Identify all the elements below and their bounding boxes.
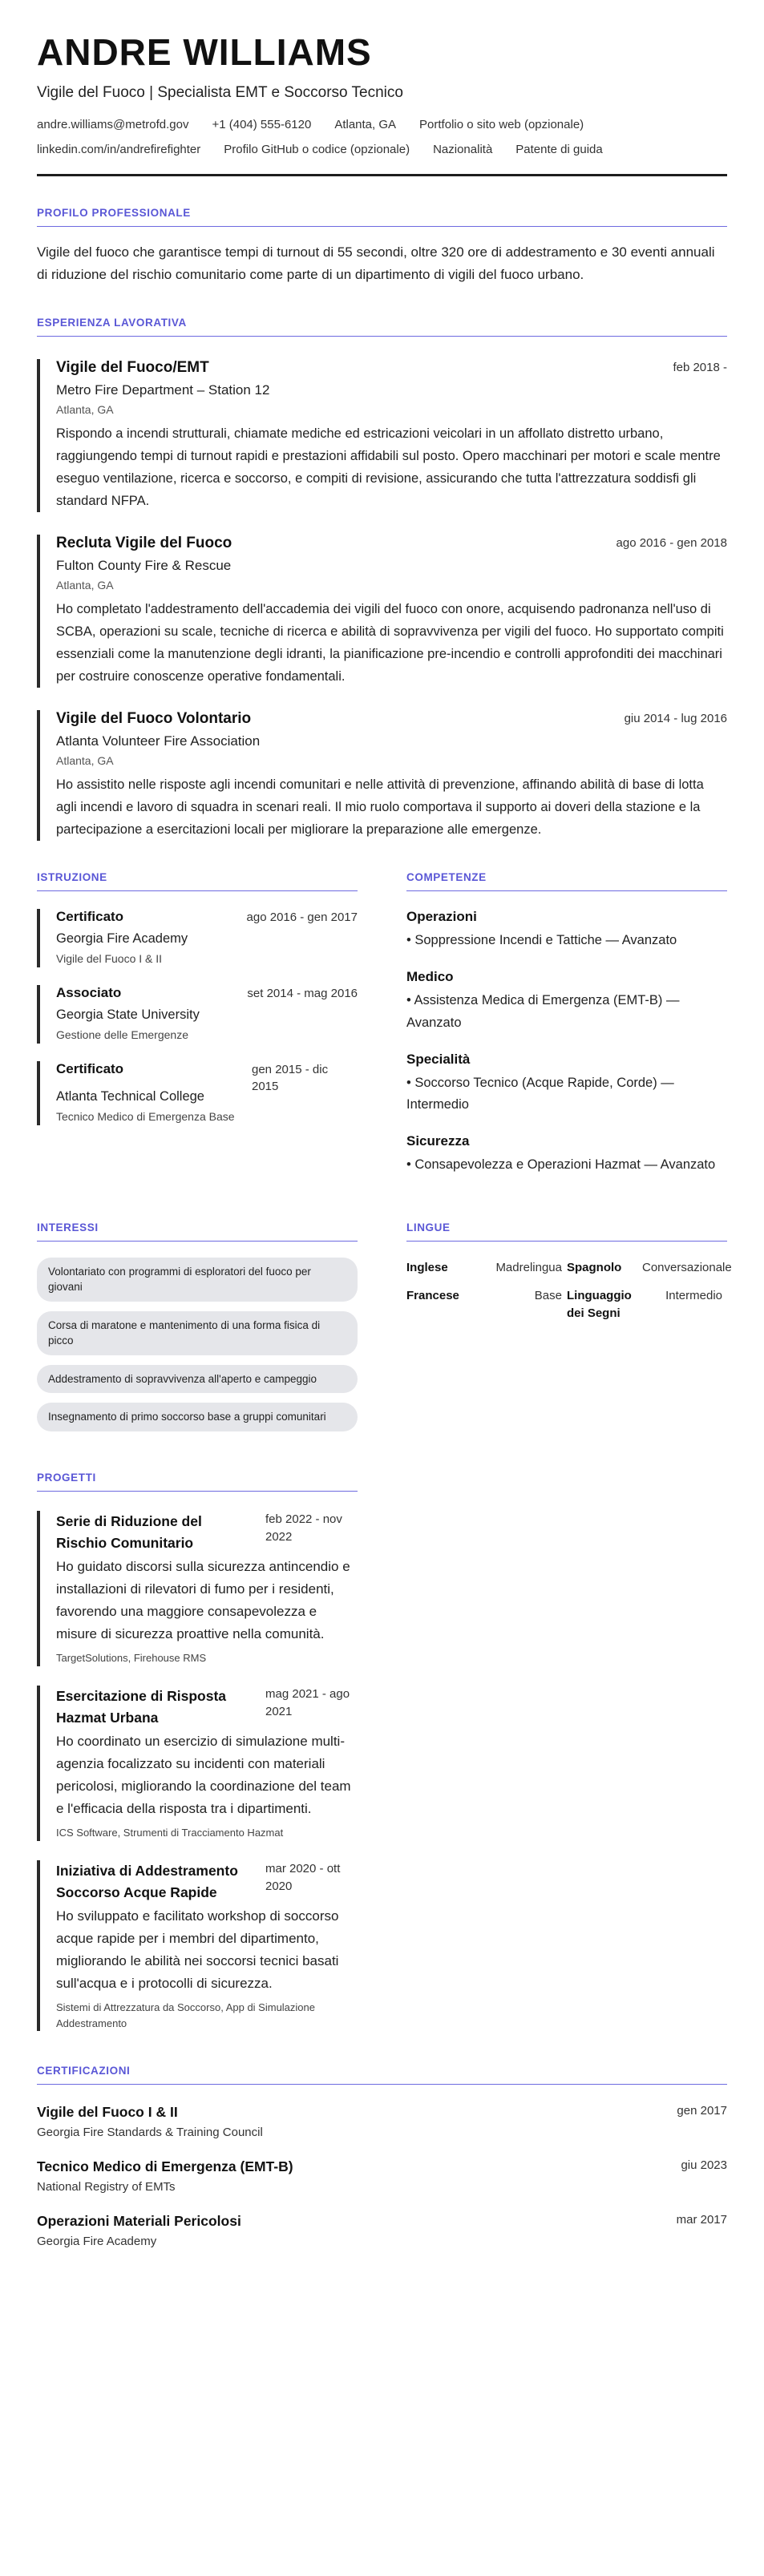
education-school: Georgia Fire Academy (56, 931, 188, 946)
contact-portfolio[interactable]: Portfolio o sito web (opzionale) (419, 117, 584, 131)
project-tools: TargetSolutions, Firehouse RMS (56, 1652, 207, 1665)
project-item (37, 1511, 358, 1666)
contact-list (37, 118, 727, 156)
projects-column (37, 1472, 358, 2031)
languages-column (406, 1191, 732, 1441)
language-name: Inglese (406, 1260, 448, 1274)
language-name: Francese (406, 1289, 459, 1303)
experience-org: Atlanta Volunteer Fire Association (56, 733, 261, 749)
experience-role: Recluta Vigile del Fuoco (56, 534, 232, 551)
experience-location: Atlanta, GA (56, 578, 114, 592)
education-degree: Certificato (56, 909, 124, 925)
project-item (37, 1860, 358, 2031)
skill-category: Medico (406, 969, 454, 985)
experience-description: Ho completato l'addestramento dell'accademia dei vigili del fuoco con onore, acquisendo padronanza nell'uso di SCBA, operazioni su scale, tecniche di ricerca e abilità di sopravvivenza per vigili del fuoco. Ho supportato compiti essenziali come la manutenzione degli idranti, la pianificazione pre-incendio e controlli approfonditi dei macchinari per costruire conoscenze operative fondamentali. (56, 601, 724, 684)
certification-name: Tecnico Medico di Emergenza (EMT-B) (37, 2158, 293, 2175)
skill-item: • Consapevolezza e Operazioni Hazmat — Avanzato (406, 1157, 716, 1173)
education-date: set 2014 - mag 2016 (247, 986, 358, 1000)
project-name: Iniziativa di Addestramento Soccorso Acque Rapide (56, 1862, 238, 1900)
interest-pill: Addestramento di sopravvivenza all'aperto e campeggio (37, 1365, 358, 1394)
experience-item (37, 710, 727, 841)
certification-date: mar 2017 (676, 2213, 727, 2227)
certification-issuer: Georgia Fire Standards & Training Council (37, 2126, 263, 2140)
language-grid (406, 1259, 732, 1322)
contact-location: Atlanta, GA (334, 117, 397, 131)
skill-item: • Soppressione Incendi e Tattiche — Avanzato (406, 933, 677, 948)
certification-name: Operazioni Materiali Pericolosi (37, 2213, 241, 2230)
certification-name: Vigile del Fuoco I & II (37, 2104, 178, 2121)
education-date: ago 2016 - gen 2017 (246, 910, 358, 925)
experience-item (37, 535, 727, 688)
headline: Vigile del Fuoco | Specialista EMT e Soccorso Tecnico (37, 83, 403, 101)
contact-nationality: Nazionalità (433, 142, 493, 156)
interest-pill: Insegnamento di primo soccorso base a gruppi comunitari (37, 1403, 358, 1431)
education-item (37, 985, 358, 1044)
language-level: Madrelingua (495, 1260, 562, 1274)
project-item (37, 1686, 358, 1841)
summary-text: Vigile del fuoco che garantisce tempi di turnout di 55 secondi, oltre 320 ore di addestramento e 30 eventi annuali di riduzione del rischio comunitario come parte di un dipartimento di vigili del fuoco urbano. (37, 244, 715, 282)
section-title-projects: PROGETTI (37, 1472, 358, 1492)
project-date: mar 2020 - ott 2020 (265, 1861, 341, 1894)
education-skills-row (37, 841, 727, 1176)
skill-category: Operazioni (406, 909, 477, 925)
skills-column (406, 841, 727, 1176)
contact-email[interactable]: andre.williams@metrofd.gov (37, 117, 189, 131)
certification-issuer: Georgia Fire Academy (37, 2235, 157, 2249)
resume-header (37, 32, 727, 176)
project-tools: Sistemi di Attrezzatura da Soccorso, App di Simulazione Addestramento (56, 2001, 315, 2029)
contact-github[interactable]: Profilo GitHub o codice (opzionale) (224, 142, 410, 156)
certification-item (37, 2104, 727, 2139)
project-name: Serie di Riduzione del Rischio Comunitario (56, 1512, 202, 1552)
language-level: Base (534, 1289, 562, 1303)
education-item (37, 909, 358, 967)
project-description: Ho coordinato un esercizio di simulazione multi-agenzia focalizzato su incidenti con materiali pericolosi, migliorando la coordinazione del team e l'efficacia della risposta tra i dipartimenti. (56, 1734, 351, 1817)
experience-date: feb 2018 - (673, 360, 727, 374)
skill-group (406, 1052, 727, 1116)
education-field: Vigile del Fuoco I & II (56, 951, 163, 965)
experience-org: Metro Fire Department – Station 12 (56, 382, 270, 398)
language-level: Conversazionale (642, 1260, 732, 1274)
skill-category: Sicurezza (406, 1133, 470, 1149)
language-level: Intermedio (665, 1289, 722, 1303)
certification-date: giu 2023 (681, 2158, 727, 2173)
language-name: Linguaggio dei Segni (567, 1289, 632, 1321)
project-date: mag 2021 - ago 2021 (265, 1686, 350, 1719)
section-title-languages: LINGUE (406, 1221, 727, 1242)
skill-group (406, 969, 727, 1033)
project-name: Esercitazione di Risposta Hazmat Urbana (56, 1687, 227, 1726)
education-field: Tecnico Medico di Emergenza Base (56, 1110, 235, 1124)
section-title-education: ISTRUZIONE (37, 871, 358, 891)
experience-date: ago 2016 - gen 2018 (616, 535, 727, 550)
education-item (37, 1061, 358, 1126)
experience-location: Atlanta, GA (56, 402, 114, 416)
certification-item (37, 2158, 727, 2194)
section-title-interests: INTERESSI (37, 1221, 358, 1242)
contact-linkedin[interactable]: linkedin.com/in/andrefirefighter (37, 142, 201, 156)
skill-item: • Assistenza Medica di Emergenza (EMT-B) — Avanzato (406, 993, 680, 1030)
experience-date: giu 2014 - lug 2016 (624, 712, 727, 726)
skill-group (406, 1133, 727, 1176)
section-title-experience: ESPERIENZA LAVORATIVA (37, 317, 727, 337)
contact-phone[interactable]: +1 (404) 555-6120 (212, 117, 312, 131)
skill-item: • Soccorso Tecnico (Acque Rapide, Corde) — Intermedio (406, 1075, 674, 1112)
experience-role: Vigile del Fuoco/EMT (56, 358, 209, 376)
interest-list (37, 1258, 358, 1431)
education-school: Atlanta Technical College (56, 1089, 204, 1104)
language-name: Spagnolo (567, 1260, 622, 1274)
skill-group (406, 909, 727, 951)
section-title-summary: PROFILO PROFESSIONALE (37, 207, 727, 227)
education-school: Georgia State University (56, 1007, 200, 1022)
education-date: gen 2015 - dic 2015 (252, 1062, 329, 1094)
contact-license: Patente di guida (515, 142, 603, 156)
section-title-skills: COMPETENZE (406, 871, 727, 891)
certification-item (37, 2213, 727, 2248)
project-description: Ho sviluppato e facilitato workshop di soccorso acque rapide per i membri del dipartimento, migliorando le abilità nei soccorsi tecnici basati sull'acqua e i protocolli di sicurezza. (56, 1908, 339, 1992)
experience-description: Ho assistito nelle risposte agli incendi comunitari e nelle attività di prevenzione, affinando abilità di base di lotta agli incendi e lavoro di squadra in scenari reali. Il mio ruolo comportava il supporto ai doveri della stazione e la partecipazione a esercitazioni locali per migliorare la preparazione alle emergenze. (56, 777, 704, 838)
certification-date: gen 2017 (677, 2104, 727, 2118)
education-column (37, 841, 358, 1176)
project-date: feb 2022 - nov 2022 (265, 1512, 342, 1544)
interests-column (37, 1191, 358, 1441)
header-divider (37, 174, 727, 176)
education-degree: Certificato (56, 1060, 124, 1076)
section-title-certifications: CERTIFICAZIONI (37, 2065, 727, 2085)
experience-location: Atlanta, GA (56, 754, 114, 768)
experience-description: Rispondo a incendi strutturali, chiamate mediche ed estricazioni veicolari in un affollato distretto urbano, raggiungendo tempi di turnout rapidi e prestazioni affidabili sul posto. Opero macchinari per motori e scale mentre eseguo ventilazione, ricerca e soccorso, e compiti di revisione, assicurando che tutta l'attrezzatura soddisfi gli standard NFPA. (56, 426, 721, 508)
education-field: Gestione delle Emergenze (56, 1028, 188, 1041)
skill-category: Specialità (406, 1051, 471, 1067)
project-description: Ho guidato discorsi sulla sicurezza antincendio e installazioni di rilevatori di fumo per i residenti, favorendo una maggiore consapevolezza e misure di sicurezza proattive nella comunità. (56, 1559, 350, 1642)
interest-pill: Volontariato con programmi di esploratori del fuoco per giovani (37, 1258, 358, 1302)
experience-role: Vigile del Fuoco Volontario (56, 710, 252, 728)
project-tools: ICS Software, Strumenti di Tracciamento Hazmat (56, 1827, 284, 1839)
education-degree: Associato (56, 984, 122, 1000)
interests-languages-row (37, 1191, 732, 1441)
certification-issuer: National Registry of EMTs (37, 2180, 176, 2194)
person-name: ANDRE WILLIAMS (37, 31, 372, 73)
experience-item (37, 359, 727, 512)
experience-org: Fulton County Fire & Rescue (56, 557, 232, 573)
interest-pill: Corsa di maratone e mantenimento di una forma fisica di picco (37, 1311, 358, 1355)
